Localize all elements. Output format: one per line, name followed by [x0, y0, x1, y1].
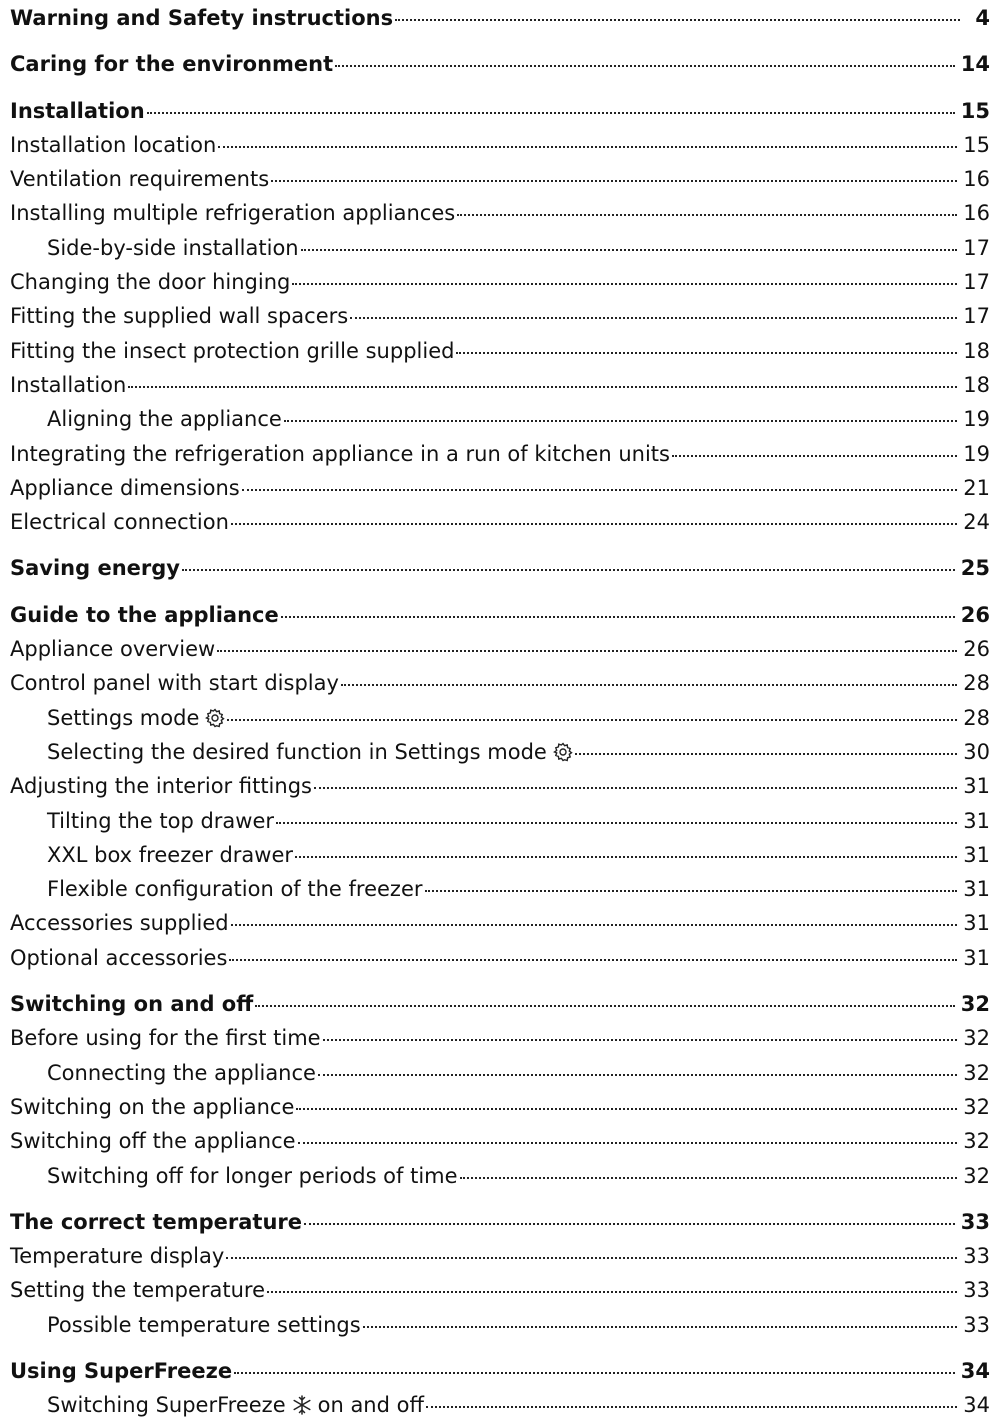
toc-entry[interactable]: [10, 1210, 990, 1244]
dot-leader: [218, 146, 957, 148]
toc-entry-label: [47, 809, 274, 833]
toc-entry-page: 31: [963, 808, 990, 833]
toc-entry[interactable]: [10, 407, 990, 441]
toc-entry-text: Fitting the supplied wall spacers: [10, 304, 349, 329]
dot-leader: [457, 214, 957, 216]
toc-entry-page: 32: [963, 1129, 990, 1154]
toc-entry[interactable]: [10, 774, 990, 808]
toc-entry-label: [47, 740, 573, 767]
toc-entry-page: 33: [963, 1244, 990, 1269]
toc-entry-text: Optional accessories: [10, 945, 228, 970]
toc-entry-text-suffix: on and off: [317, 1393, 424, 1418]
toc-entry-label: [10, 373, 126, 397]
toc-entry-page: 16: [963, 167, 990, 192]
dot-leader: [234, 1372, 955, 1374]
toc-entry[interactable]: [10, 1164, 990, 1198]
dot-leader: [226, 1257, 957, 1259]
dot-leader: [335, 65, 955, 67]
toc-entry-page: 21: [963, 475, 990, 500]
toc-entry-page: 26: [960, 602, 990, 627]
toc-entry-page: 25: [960, 556, 990, 581]
toc-entry[interactable]: [10, 373, 990, 407]
toc-entry-page: 17: [963, 304, 990, 329]
toc-entry-page: 34: [963, 1393, 990, 1418]
toc-entry-text: Caring for the environment: [10, 52, 334, 77]
gear-icon: [553, 742, 573, 767]
toc-entry-text: Switching on the appliance: [10, 1094, 295, 1119]
dot-leader: [296, 1108, 957, 1110]
toc-entry-page: 15: [963, 132, 990, 157]
toc-entry-text: Accessories supplied: [10, 911, 229, 936]
toc-entry-label: [10, 339, 454, 363]
dot-leader: [284, 420, 957, 422]
toc-entry-text: XXL box freezer drawer: [47, 842, 294, 867]
dot-leader: [182, 569, 955, 571]
toc-entry[interactable]: [10, 304, 990, 338]
toc-entry[interactable]: [10, 706, 990, 740]
dot-leader: [231, 924, 958, 926]
dot-leader: [350, 317, 957, 319]
toc-entry-text: Selecting the desired function in Settings mode: [47, 739, 547, 764]
toc-entry-page: 14: [960, 52, 990, 77]
toc-entry-label: [47, 236, 299, 260]
dot-leader: [395, 19, 960, 21]
dot-leader: [255, 1005, 955, 1007]
toc-entry-label: [10, 304, 348, 328]
toc-entry-text: Integrating the refrigeration appliance in a run of kitchen units: [10, 441, 670, 466]
toc-entry[interactable]: [10, 843, 990, 877]
toc-entry[interactable]: [10, 671, 990, 705]
toc-entry-label: [10, 442, 670, 466]
toc-entry-text: Adjusting the interior fittings: [10, 774, 312, 799]
toc-entry-label: [10, 510, 229, 534]
toc-entry-label: [10, 133, 216, 157]
toc-entry-page: 32: [960, 992, 990, 1017]
toc-entry-text: Flexible configuration of the freezer: [47, 877, 423, 902]
toc-entry-text: Connecting the appliance: [47, 1060, 316, 1085]
toc-entry-page: 33: [960, 1209, 990, 1234]
toc-entry[interactable]: [10, 236, 990, 270]
dot-leader: [281, 616, 955, 618]
toc-entry[interactable]: [10, 1061, 990, 1095]
dot-leader: [318, 1074, 957, 1076]
toc-entry-page: 4: [975, 6, 990, 30]
toc-entry-label: [10, 637, 215, 661]
dot-leader: [217, 650, 957, 652]
toc-entry[interactable]: [10, 442, 990, 476]
toc-entry-page: 31: [963, 945, 990, 970]
toc-entry-label: [10, 992, 253, 1016]
toc-entry[interactable]: [10, 201, 990, 235]
toc-entry-label: [10, 167, 269, 191]
toc-entry-page: 31: [963, 911, 990, 936]
toc-entry[interactable]: [10, 1026, 990, 1060]
toc-entry-text: Installation location: [10, 132, 217, 157]
toc-entry[interactable]: [10, 637, 990, 671]
toc-entry-page: 19: [963, 407, 990, 432]
dot-leader: [426, 1406, 957, 1408]
toc-entry-text: Before using for the first time: [10, 1026, 321, 1051]
toc-entry-label: [10, 603, 279, 627]
toc-entry-text: Switching off for longer periods of time: [47, 1163, 458, 1188]
toc-entry-text: Saving energy: [10, 556, 180, 581]
toc-entry-text: Possible temperature settings: [47, 1312, 361, 1337]
toc-entry[interactable]: [10, 6, 990, 40]
toc-entry[interactable]: [10, 603, 990, 637]
dot-leader: [341, 684, 957, 686]
toc-entry-text: Electrical connection: [10, 510, 229, 535]
toc-entry[interactable]: [10, 556, 990, 590]
dot-leader: [460, 1177, 958, 1179]
toc-entry[interactable]: [10, 911, 990, 945]
dot-leader: [227, 719, 957, 721]
toc-entry-page: 32: [963, 1026, 990, 1051]
toc-entry[interactable]: [10, 1244, 990, 1278]
toc-entry-label: [47, 877, 423, 901]
toc-entry-page: 17: [963, 235, 990, 260]
toc-entry[interactable]: [10, 809, 990, 843]
toc-entry-label: [10, 6, 393, 30]
toc-entry-label: [10, 671, 339, 695]
toc-entry-page: 32: [963, 1094, 990, 1119]
toc-entry-page: 32: [963, 1163, 990, 1188]
toc-entry-text: Switching SuperFreeze: [47, 1393, 286, 1418]
toc-entry[interactable]: [10, 1278, 990, 1312]
toc-entry-label: [47, 1164, 458, 1188]
dot-leader: [295, 856, 957, 858]
toc-entry-label: [10, 911, 229, 935]
dot-leader: [363, 1326, 958, 1328]
toc-entry-page: 17: [963, 270, 990, 295]
snowflake-icon: [292, 1395, 312, 1420]
dot-leader: [672, 455, 957, 457]
toc-entry-page: 19: [963, 441, 990, 466]
toc-entry-text: Installing multiple refrigeration appliances: [10, 201, 456, 226]
toc-entry-text: Side-by-side installation: [47, 235, 299, 260]
dot-leader: [425, 890, 958, 892]
dot-leader: [231, 523, 957, 525]
gear-icon: [205, 708, 225, 733]
toc-entry-label: [10, 946, 227, 970]
dot-leader: [267, 1291, 957, 1293]
toc-entry[interactable]: [10, 476, 990, 510]
toc-entry-page: 28: [963, 671, 990, 696]
toc-entry-text: Aligning the appliance: [47, 407, 282, 432]
dot-leader: [229, 959, 957, 961]
toc-entry-text: The correct temperature: [10, 1209, 303, 1234]
toc-entry-text: Switching on and off: [10, 992, 254, 1017]
dot-leader: [323, 1039, 958, 1041]
toc-entry[interactable]: [10, 1095, 990, 1129]
dot-leader: [276, 822, 957, 824]
toc-entry-label: [47, 407, 282, 431]
dot-leader: [298, 1142, 958, 1144]
toc-entry[interactable]: [10, 740, 990, 774]
toc-entry-label: [10, 52, 333, 76]
toc-entry-page: 15: [960, 98, 990, 123]
toc-entry[interactable]: [10, 1393, 990, 1427]
toc-entry-page: 16: [963, 201, 990, 226]
toc-entry-text: Installation: [10, 372, 127, 397]
dot-leader: [456, 352, 957, 354]
toc-entry-label: [10, 1244, 224, 1268]
toc-entry-page: 32: [963, 1060, 990, 1085]
dot-leader: [314, 787, 957, 789]
toc-entry-text: Temperature display: [10, 1244, 225, 1269]
toc-entry-label: [47, 706, 225, 733]
toc-entry-text: Installation: [10, 98, 145, 123]
toc-entry-text: Switching off the appliance: [10, 1129, 296, 1154]
toc-entry-label: [47, 1061, 316, 1085]
toc-entry-label: [10, 1278, 265, 1302]
toc-entry-page: 18: [963, 372, 990, 397]
toc-entry-label: [10, 201, 455, 225]
toc-entry[interactable]: [10, 946, 990, 980]
toc-entry-text: Appliance dimensions: [10, 475, 240, 500]
toc-entry[interactable]: [10, 99, 990, 133]
toc-entry-label: [47, 1393, 424, 1420]
toc-entry-text: Fitting the insect protection grille supplied: [10, 338, 455, 363]
toc-entry-label: [47, 843, 293, 867]
toc-entry-label: [10, 1095, 294, 1119]
dot-leader: [128, 386, 957, 388]
toc-entry-label: [10, 1129, 296, 1153]
toc-entry-text: Tilting the top drawer: [47, 808, 275, 833]
toc-entry[interactable]: [10, 1129, 990, 1163]
table-of-contents: [10, 6, 990, 1428]
dot-leader: [292, 283, 957, 285]
toc-entry-text: Control panel with start display: [10, 671, 339, 696]
toc-entry-label: [10, 1026, 321, 1050]
toc-entry[interactable]: [10, 1359, 990, 1393]
toc-entry-page: 18: [963, 338, 990, 363]
dot-leader: [147, 112, 955, 114]
toc-entry-text: Using SuperFreeze: [10, 1358, 233, 1383]
toc-entry-page: 24: [963, 510, 990, 535]
toc-entry-label: [10, 270, 290, 294]
toc-entry-page: 33: [963, 1278, 990, 1303]
toc-entry[interactable]: [10, 992, 990, 1026]
toc-entry-text: Changing the door hinging: [10, 270, 291, 295]
toc-entry-label: [10, 556, 180, 580]
toc-entry-page: 33: [963, 1312, 990, 1337]
dot-leader: [301, 249, 958, 251]
toc-entry-page: 28: [963, 705, 990, 730]
toc-entry-page: 26: [963, 637, 990, 662]
toc-entry[interactable]: [10, 270, 990, 304]
toc-entry[interactable]: [10, 339, 990, 373]
toc-entry-page: 31: [963, 842, 990, 867]
toc-entry-text: Guide to the appliance: [10, 602, 279, 627]
toc-entry-text: Warning and Safety instructions: [10, 6, 394, 30]
toc-entry[interactable]: [10, 877, 990, 911]
toc-entry[interactable]: [10, 52, 990, 86]
toc-entry-label: [10, 774, 312, 798]
toc-entry[interactable]: [10, 133, 990, 167]
toc-entry-text: Setting the temperature: [10, 1278, 266, 1303]
toc-entry-label: [10, 1210, 302, 1234]
toc-entry[interactable]: [10, 510, 990, 544]
toc-entry-label: [10, 476, 240, 500]
toc-entry-page: 30: [963, 739, 990, 764]
toc-entry-text: Ventilation requirements: [10, 167, 270, 192]
toc-entry[interactable]: [10, 167, 990, 201]
toc-entry-label: [10, 99, 145, 123]
toc-entry-page: 31: [963, 877, 990, 902]
dot-leader: [242, 489, 958, 491]
toc-entry-text: Appliance overview: [10, 637, 216, 662]
dot-leader: [271, 180, 957, 182]
dot-leader: [575, 753, 957, 755]
toc-entry[interactable]: [10, 1313, 990, 1347]
toc-entry-text: Settings mode: [47, 705, 200, 730]
toc-entry-label: [10, 1359, 232, 1383]
toc-entry-page: 34: [960, 1358, 990, 1383]
toc-entry-label: [47, 1313, 361, 1337]
toc-entry-page: 31: [963, 774, 990, 799]
dot-leader: [304, 1223, 955, 1225]
